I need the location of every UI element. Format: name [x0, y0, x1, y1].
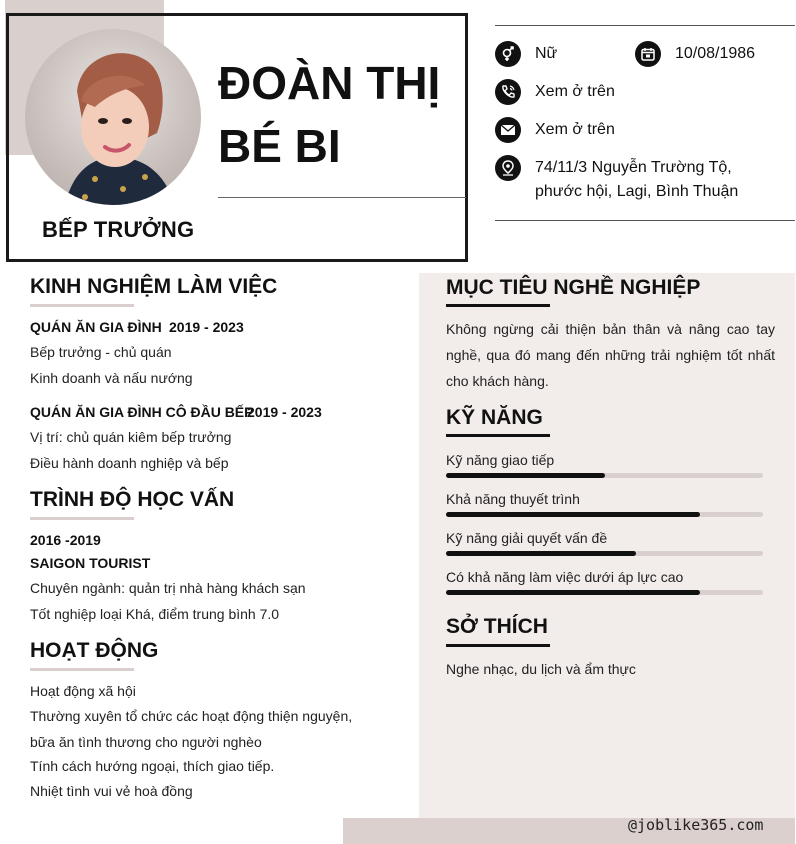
job-1-period: 2019 - 2023 [169, 319, 244, 335]
job-2-company: QUÁN ĂN GIA ĐÌNH CÔ ĐẦU BẾP [30, 404, 254, 420]
gender-icon [495, 41, 521, 67]
calendar-icon [635, 41, 661, 67]
profile-photo [25, 29, 201, 205]
education-underline [30, 517, 134, 520]
hobbies-text: Nghe nhạc, du lịch và ẩm thực [446, 661, 636, 677]
objective-text: Không ngừng cải thiện bản thân và nâng cao tay nghề, qua đó mang đến những trải nghiệm tốt nhất cho khách hàng. [446, 321, 775, 389]
job-2-line-1: Vị trí: chủ quán kiêm bếp trưởng [30, 429, 232, 445]
skill-label: Kỹ năng giao tiếp [446, 452, 555, 468]
experience-underline [30, 304, 134, 307]
education-school: SAIGON TOURIST [30, 555, 151, 571]
activity-line: Nhiệt tình vui vẻ hoà đồng [30, 783, 193, 799]
skills-title: KỸ NĂNG [446, 406, 543, 429]
activity-line: bữa ăn tình thương cho người nghèo [30, 734, 262, 750]
skill-label: Có khả năng làm việc dưới áp lực cao [446, 569, 684, 585]
candidate-name [218, 52, 440, 178]
location-icon [495, 155, 521, 181]
hobbies-title: SỞ THÍCH [446, 615, 548, 638]
skill-label: Kỹ năng giải quyết vấn đề [446, 530, 608, 546]
skill-bar [446, 551, 763, 556]
contact-divider-bottom [495, 220, 795, 221]
education-line-2: Tốt nghiệp loại Khá, điểm trung bình 7.0 [30, 606, 280, 622]
education-line-1: Chuyên ngành: quản trị nhà hàng khách sạn [30, 580, 306, 596]
skill-bar [446, 512, 763, 517]
address-line-2: phước hội, Lagi, Bình Thuận [535, 183, 739, 200]
activities-title: HOẠT ĐỘNG [30, 639, 159, 662]
contact-divider-top [495, 25, 795, 26]
job-1-line-1: Bếp trưởng - chủ quán [30, 344, 172, 360]
objective-underline [446, 304, 550, 307]
name-line-1: ĐOÀN THỊ [218, 57, 441, 109]
phone-value: Xem ở trên [535, 83, 615, 100]
job-role: BẾP TRƯỞNG [42, 217, 195, 242]
activity-line: Hoạt động xã hội [30, 683, 136, 699]
job-1-line-2: Kinh doanh và nấu nướng [30, 370, 193, 386]
activity-line: Tính cách hướng ngoại, thích giao tiếp. [30, 758, 275, 774]
skill-bar [446, 473, 763, 478]
job-2-line-2: Điều hành doanh nghiệp và bếp [30, 455, 229, 471]
education-period: 2016 -2019 [30, 532, 101, 548]
hobbies-underline [446, 644, 550, 647]
envelope-icon [495, 117, 521, 143]
activities-underline [30, 668, 134, 671]
birthday-value: 10/08/1986 [675, 45, 756, 62]
job-1-company: QUÁN ĂN GIA ĐÌNH [30, 319, 162, 335]
name-line-2: BÉ BI [218, 120, 341, 172]
skill-bar-fill [446, 551, 636, 556]
phone-icon [495, 79, 521, 105]
skill-bar-fill [446, 512, 700, 517]
skills-underline [446, 434, 550, 437]
job-2-period: 2019 - 2023 [247, 404, 322, 420]
address-line-1: 74/11/3 Nguyễn Trường Tộ, [535, 159, 732, 176]
experience-title: KINH NGHIỆM LÀM VIỆC [30, 275, 278, 298]
skill-label: Khả năng thuyết trình [446, 491, 580, 507]
objective-title: MỤC TIÊU NGHỀ NGHIỆP [446, 276, 701, 299]
watermark: @joblike365.com [628, 816, 764, 834]
name-divider [218, 197, 466, 198]
email-value: Xem ở trên [535, 121, 615, 138]
skill-bar-fill [446, 473, 605, 478]
skill-bar [446, 590, 763, 595]
activity-line: Thường xuyên tổ chức các hoạt động thiện nguyện, [30, 708, 353, 724]
education-title: TRÌNH ĐỘ HỌC VẤN [30, 488, 235, 511]
skill-bar-fill [446, 590, 700, 595]
gender-value: Nữ [535, 45, 558, 62]
